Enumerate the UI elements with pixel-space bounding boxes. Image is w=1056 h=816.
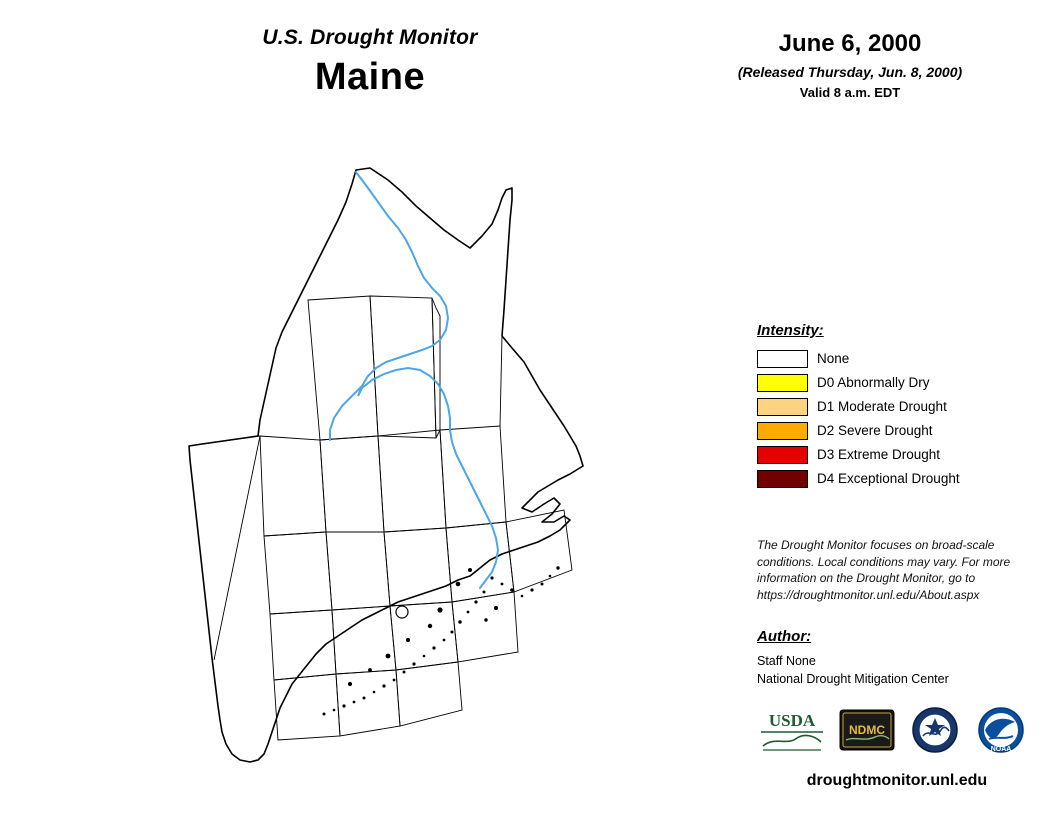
author-name: Staff None (757, 654, 816, 668)
legend-swatch-d2 (757, 422, 808, 440)
legend-item-d4 (757, 467, 1037, 491)
legend-label-none: None (817, 351, 850, 367)
legend-label-d4: D4 Exceptional Drought (817, 471, 960, 487)
page-title: U.S. Drought Monitor (262, 26, 478, 49)
ndmc-logo[interactable] (839, 706, 895, 754)
legend-label-d3: D3 Extreme Drought (817, 447, 941, 463)
map-date: June 6, 2000 (778, 30, 922, 57)
website-url[interactable]: droughtmonitor.unl.edu (806, 772, 988, 789)
legend-item-d3 (757, 443, 1037, 467)
logo-row (757, 706, 1047, 762)
author-title: Author: (757, 628, 812, 645)
legend (757, 322, 1037, 491)
legend-swatch-none (757, 350, 808, 368)
legend-swatch-d3 (757, 446, 808, 464)
maine-state-outline (189, 168, 583, 762)
legend-item-none (757, 347, 1037, 371)
svg-text:USDA: USDA (768, 711, 816, 730)
noaa-seal-logo[interactable] (909, 706, 961, 754)
state-title: Maine (314, 56, 426, 98)
svg-text:NDMC: NDMC (849, 723, 885, 737)
legend-item-d1 (757, 395, 1037, 419)
date-block (660, 30, 1040, 100)
release-date: (Released Thursday, Jun. 8, 2000) (737, 64, 963, 80)
legend-label-d1: D1 Moderate Drought (817, 399, 947, 415)
legend-swatch-d1 (757, 398, 808, 416)
legend-item-d0 (757, 371, 1037, 395)
author-block (757, 628, 1037, 688)
legend-item-d2 (757, 419, 1037, 443)
legend-swatch-d0 (757, 374, 808, 392)
svg-text:NOAA: NOAA (990, 746, 1012, 753)
disclaimer-text: The Drought Monitor focuses on broad-scale conditions. Local conditions may vary. For more information on the Drought Monitor, go to https://droughtmonitor.unl.edu/About.aspx (757, 538, 1011, 602)
legend-title: Intensity: (757, 322, 824, 339)
noaa-logo[interactable] (975, 706, 1027, 754)
legend-label-d0: D0 Abnormally Dry (817, 375, 930, 391)
valid-time: Valid 8 a.m. EDT (799, 85, 901, 100)
maine-map-svg (140, 140, 720, 800)
legend-label-d2: D2 Severe Drought (817, 423, 933, 439)
usda-logo[interactable] (757, 706, 827, 754)
author-org: National Drought Mitigation Center (757, 672, 949, 687)
state-outline-group (189, 168, 583, 762)
title-block (150, 26, 590, 99)
maine-drought-map (140, 140, 720, 800)
legend-swatch-d4 (757, 470, 808, 488)
